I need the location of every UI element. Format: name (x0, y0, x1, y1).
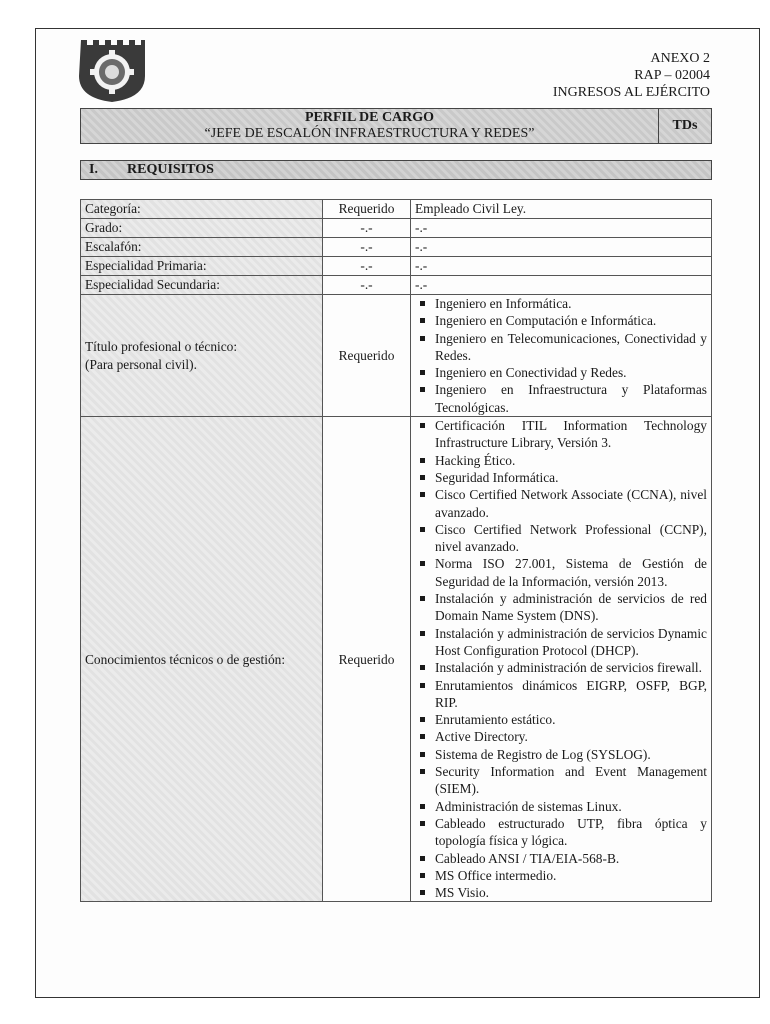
list-item: Administración de sistemas Linux. (415, 798, 707, 815)
list-item: MS Office intermedio. (415, 867, 707, 884)
list-item: Seguridad Informática. (415, 469, 707, 486)
list-item: Enrutamientos dinámicos EIGRP, OSFP, BGP, RIP. (415, 677, 707, 712)
row-label: Especialidad Primaria: (81, 257, 323, 276)
row-value: -.- (411, 276, 712, 295)
list-item: Cableado ANSI / TIA/EIA-568-B. (415, 850, 707, 867)
row-value: -.- (411, 238, 712, 257)
titulo-sublabel: (Para personal civil). (85, 356, 197, 372)
list-item: Ingeniero en Informática. (415, 295, 707, 312)
list-item: Sistema de Registro de Log (SYSLOG). (415, 746, 707, 763)
section-requisitos (80, 160, 712, 180)
annex-header (553, 50, 710, 101)
table-row (81, 257, 712, 276)
list-item: Norma ISO 27.001, Sistema de Gestión de Seguridad de la Información, versión 2013. (415, 555, 707, 590)
list-item: Cableado estructurado UTP, fibra óptica y topología física y lógica. (415, 815, 707, 850)
profile-title-bar (80, 108, 712, 144)
profile-title-line2: “JEFE DE ESCALÓN INFRAESTRUCTURA Y REDES” (204, 126, 535, 141)
table-row (81, 238, 712, 257)
table-row (81, 200, 712, 219)
list-item: Hacking Ético. (415, 452, 707, 469)
row-value (411, 295, 712, 417)
row-label: Escalafón: (81, 238, 323, 257)
ingresos-label: INGRESOS AL EJÉRCITO (552, 85, 710, 100)
section-label: REQUISITOS (127, 162, 214, 177)
profile-title (81, 109, 659, 143)
titulo-label: Título profesional o técnico: (85, 339, 238, 355)
conocimientos-list (415, 417, 707, 901)
table-row (81, 417, 712, 902)
table-row (81, 295, 712, 417)
profile-title-line1: PERFIL DE CARGO (304, 110, 435, 125)
list-item: Instalación y administración de servicios firewall. (415, 659, 707, 676)
list-item: Certificación ITIL Information Technology Infrastructure Library, Versión 3. (415, 417, 707, 452)
row-value: Empleado Civil Ley. (411, 200, 712, 219)
rap-code: RAP – 02004 (634, 68, 710, 83)
row-requirement: -.- (323, 257, 411, 276)
row-requirement: Requerido (323, 200, 411, 219)
requirements-table (80, 199, 712, 902)
row-requirement: Requerido (323, 295, 411, 417)
army-emblem-logo (77, 36, 147, 104)
row-requirement: -.- (323, 276, 411, 295)
list-item: Instalación y administración de servicios de red Domain Name System (DNS). (415, 590, 707, 625)
list-item: Ingeniero en Telecomunicaciones, Conectividad y Redes. (415, 330, 707, 365)
list-item: Cisco Certified Network Associate (CCNA), nivel avanzado. (415, 486, 707, 521)
list-item: Ingeniero en Conectividad y Redes. (415, 364, 707, 381)
row-requirement: -.- (323, 219, 411, 238)
row-label: Grado: (81, 219, 323, 238)
row-label (81, 295, 323, 417)
list-item: Ingeniero en Computación e Informática. (415, 312, 707, 329)
row-requirement: Requerido (323, 417, 411, 902)
table-row (81, 219, 712, 238)
annex-number: ANEXO 2 (650, 51, 710, 66)
list-item: Enrutamiento estático. (415, 711, 707, 728)
titulo-list (415, 295, 707, 416)
row-label: Categoría: (81, 200, 323, 219)
row-label: Conocimientos técnicos o de gestión: (81, 417, 323, 902)
row-label: Especialidad Secundaria: (81, 276, 323, 295)
list-item: MS Visio. (415, 884, 707, 901)
tds-label: TDs (659, 109, 711, 143)
row-requirement: -.- (323, 238, 411, 257)
list-item: Active Directory. (415, 728, 707, 745)
list-item: Instalación y administración de servicios Dynamic Host Configuration Protocol (DHCP). (415, 625, 707, 660)
row-value (411, 417, 712, 902)
row-value: -.- (411, 219, 712, 238)
table-row (81, 276, 712, 295)
row-value: -.- (411, 257, 712, 276)
list-item: Security Information and Event Management (SIEM). (415, 763, 707, 798)
list-item: Ingeniero en Infraestructura y Plataformas Tecnológicas. (415, 381, 707, 416)
list-item: Cisco Certified Network Professional (CCNP), nivel avanzado. (415, 521, 707, 556)
section-number: I. (89, 162, 98, 177)
